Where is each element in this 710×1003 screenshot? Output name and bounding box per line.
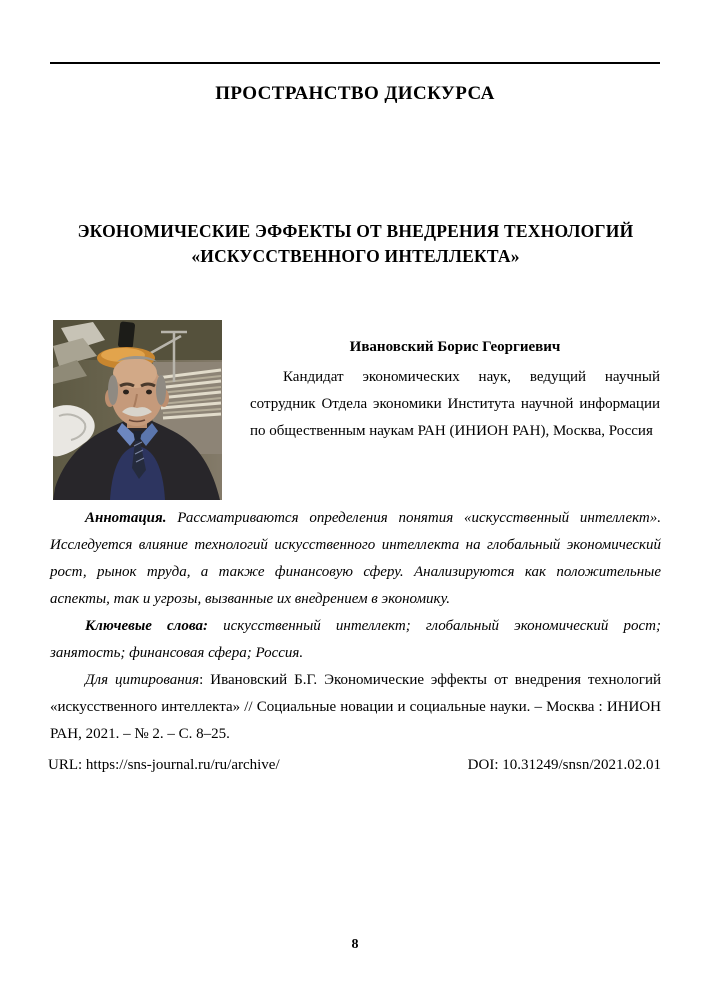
header-rule [50,62,660,64]
abstract-text: Рассматриваются определения понятия «искусственный интеллект». Исследуется влияние технологий искусственного интеллекта на глобальный экономический рост, рынок труда, а также финансовую сферу. Анализируются как положительные аспекты, так и угрозы, вызванные их внедрением в экономику. [50,510,662,607]
keywords-paragraph [50,613,661,667]
abstract-paragraph [50,505,661,613]
author-photo [53,320,222,500]
keywords-text: искусственный интеллект; глобальный экономический рост; занятость; финансовая сфера; Россия. [50,618,661,661]
author-name: Ивановский Борис Георгиевич [349,339,561,355]
author-photo-illustration [53,320,222,500]
footer-links [50,752,661,779]
article-title-line2: «ИСКУССТВЕННОГО ИНТЕЛЛЕКТА» [191,246,520,266]
section-header: ПРОСТРАНСТВО ДИСКУРСА [215,83,495,104]
citation-paragraph [50,667,661,748]
citation-label: Для цитирования [85,672,200,688]
article-title [50,219,661,269]
article-title-line1: ЭКОНОМИЧЕСКИЕ ЭФФЕКТЫ ОТ ВНЕДРЕНИЯ ТЕХНОЛОГИЙ [77,221,634,241]
article-doi-link[interactable]: DOI: 10.31249/snsn/2021.02.01 [467,757,661,773]
article-front-matter [50,505,661,779]
citation-text: : Ивановский Б.Г. Экономические эффекты от внедрения технологий «искусственного интеллекта» // Социальные новации и социальные науки. – Москва : ИНИОН РАН, 2021. – № 2. – С. 8–25. [50,672,662,742]
author-bio: Кандидат экономических наук, ведущий научный сотрудник Отдела экономики Института научной информации по общественным наукам РАН (ИНИОН РАН), Москва, Россия [250,369,660,439]
keywords-label: Ключевые слова: [85,618,208,634]
abstract-label: Аннотация. [85,510,167,526]
article-url-link[interactable]: URL: https://sns-journal.ru/ru/archive/ [48,757,280,773]
page-number: 8 [351,937,359,952]
